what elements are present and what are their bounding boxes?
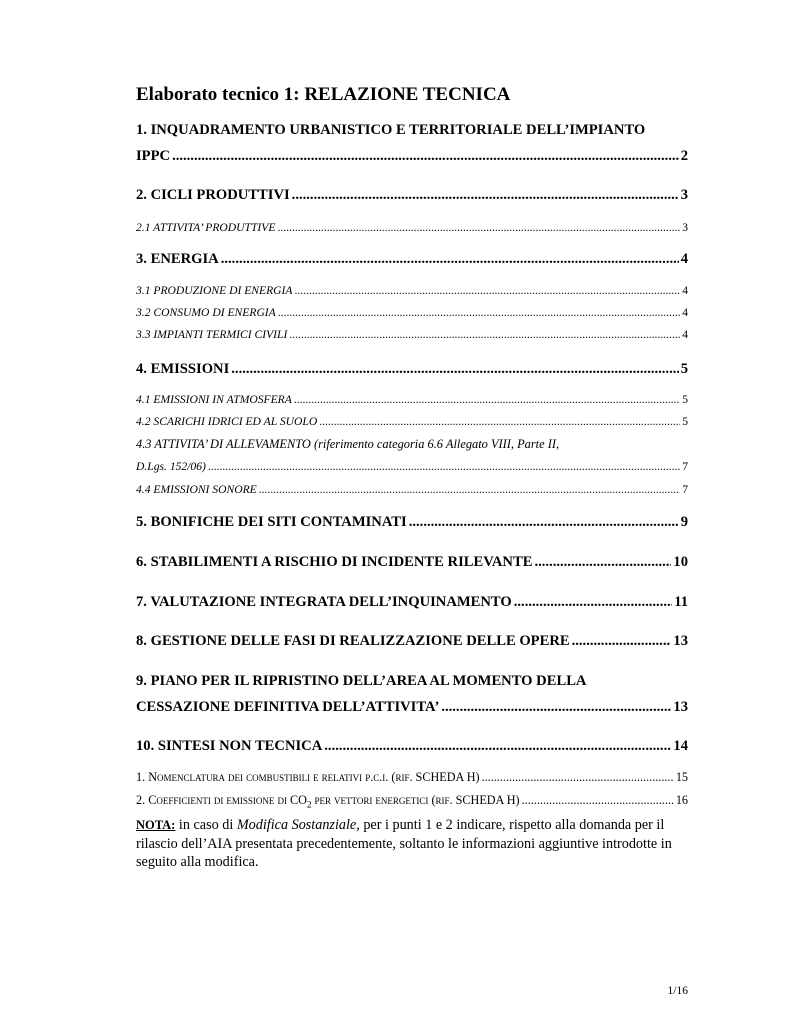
toc-leader: [231, 361, 678, 378]
toc-entry-4-2[interactable]: [136, 415, 688, 428]
toc-page-number: 2: [680, 148, 688, 164]
toc-label: 5. BONIFICHE DEI SITI CONTAMINATI: [136, 514, 407, 530]
toc-leader: [522, 793, 674, 808]
toc-leader: [289, 328, 680, 341]
toc-page-number: 9: [680, 514, 688, 530]
toc-page-number: 4: [680, 251, 688, 267]
toc-label: IPPC: [136, 148, 171, 164]
toc-label: 7. VALUTAZIONE INTEGRATA DELL’INQUINAMENTO: [136, 594, 512, 610]
toc-leader: [534, 554, 671, 571]
toc-entry-2-1[interactable]: [136, 221, 688, 234]
toc-page-number: 4: [682, 306, 688, 319]
appendix-entry-2[interactable]: [136, 793, 688, 809]
toc-leader: [319, 415, 680, 428]
toc-label: CESSAZIONE DEFINITIVA DELL’ATTIVITA’: [136, 699, 440, 715]
page-number-footer: 1/16: [667, 985, 688, 997]
toc-leader: [278, 306, 680, 319]
toc-label: 4.1 EMISSIONI IN ATMOSFERA: [136, 393, 292, 406]
toc-entry-3-1[interactable]: [136, 284, 688, 297]
toc-page-number: 5: [682, 415, 688, 428]
toc-label: 2.1 ATTIVITA’ PRODUTTIVE: [136, 221, 276, 234]
document-title: Elaborato tecnico 1: RELAZIONE TECNICA: [136, 84, 511, 105]
note-text-italic: Modifica Sostanziale: [236, 817, 357, 833]
appendix-label: 1. Nomenclatura dei combustibili e relativi p.c.i. (rif. SCHEDA H): [136, 770, 480, 784]
toc-leader: [277, 221, 680, 234]
appendix-page-number: 16: [675, 793, 688, 807]
appendix-label: [136, 793, 520, 809]
toc-entry-4-1[interactable]: [136, 393, 688, 406]
toc-leader: [259, 483, 680, 496]
toc-leader: [514, 594, 672, 611]
toc-page-number: 13: [673, 633, 688, 649]
toc-page-number: 4: [682, 284, 688, 297]
toc-leader: [292, 187, 679, 204]
toc-leader: [221, 251, 679, 268]
toc-leader: [294, 393, 680, 406]
toc-leader: [482, 770, 674, 785]
toc-label: 3.2 CONSUMO DI ENERGIA: [136, 306, 276, 319]
toc-page-number: 11: [674, 594, 688, 610]
toc-label: 8. GESTIONE DELLE FASI DI REALIZZAZIONE DELLE OPERE: [136, 633, 570, 649]
toc-page-number: 5: [682, 393, 688, 406]
toc-page-number: 10: [673, 554, 688, 570]
appendix-label-subscript: 2: [306, 799, 312, 810]
toc-label: 4.4 EMISSIONI SONORE: [136, 483, 257, 496]
toc-page-number: 7: [682, 460, 688, 473]
toc-entry-7[interactable]: [136, 594, 688, 611]
note-text-a: in caso di: [175, 817, 237, 833]
toc-leader: [572, 633, 672, 650]
toc-entry-4-3[interactable]: [136, 460, 688, 473]
toc-label: 6. STABILIMENTI A RISCHIO DI INCIDENTE RILEVANTE: [136, 554, 533, 570]
toc-entry-4[interactable]: [136, 361, 688, 378]
toc-entry-10[interactable]: [136, 738, 688, 755]
toc-entry-1-line1: 1. INQUADRAMENTO URBANISTICO E TERRITORIALE DELL’IMPIANTO: [136, 122, 646, 138]
toc-leader: [324, 738, 671, 755]
toc-page-number: 14: [673, 738, 688, 754]
toc-label: D.Lgs. 152/06): [136, 460, 206, 473]
toc-entry-5[interactable]: [136, 514, 688, 531]
toc-page-number: 3: [680, 187, 688, 203]
toc-leader: [172, 148, 679, 165]
toc-label: 3.3 IMPIANTI TERMICI CIVILI: [136, 328, 288, 341]
appendix-page-number: 15: [675, 770, 688, 784]
document-page: [136, 0, 688, 1024]
toc-label: 3.1 PRODUZIONE DI ENERGIA: [136, 284, 293, 297]
toc-entry-4-4[interactable]: [136, 483, 688, 496]
toc-label: 3. ENERGIA: [136, 251, 219, 267]
appendix-entry-1[interactable]: [136, 770, 688, 785]
toc-page-number: 13: [673, 699, 688, 715]
toc-label: 4. EMISSIONI: [136, 361, 230, 377]
toc-label: 10. SINTESI NON TECNICA: [136, 738, 323, 754]
appendix-label-part2: per vettori energetici (rif. SCHEDA H): [311, 793, 520, 807]
toc-leader: [409, 514, 679, 531]
toc-entry-4-3-line1: 4.3 ATTIVITA’ DI ALLEVAMENTO (riferimento categoria 6.6 Allegato VIII, Parte II,: [136, 437, 560, 451]
note-label: NOTA:: [136, 818, 176, 832]
toc-page-number: 4: [682, 328, 688, 341]
toc-leader: [208, 460, 680, 473]
toc-entry-9-line1: 9. PIANO PER IL RIPRISTINO DELL’AREA AL MOMENTO DELLA: [136, 673, 587, 689]
appendix-label-part1: 2. Coefficienti di emissione di CO: [136, 793, 307, 807]
toc-entry-8[interactable]: [136, 633, 688, 650]
toc-leader: [441, 699, 671, 716]
toc-leader: [295, 284, 681, 297]
toc-entry-6[interactable]: [136, 554, 688, 571]
toc-entry-3-2[interactable]: [136, 306, 688, 319]
toc-page-number: 3: [682, 221, 688, 234]
toc-entry-3[interactable]: [136, 251, 688, 268]
toc-entry-3-3[interactable]: [136, 328, 688, 341]
toc-label: 4.2 SCARICHI IDRICI ED AL SUOLO: [136, 415, 318, 428]
note-paragraph: [136, 816, 688, 872]
toc-entry-2[interactable]: [136, 187, 688, 204]
toc-entry-1[interactable]: [136, 148, 688, 165]
note-text-b: , per i punti 1 e 2 indicare, rispetto alla domanda per il rilascio dell’AIA presentata precedentemente, soltanto le informazioni aggiuntive introdotte in seguito alla modifica.: [136, 817, 672, 870]
toc-entry-9[interactable]: [136, 699, 688, 716]
toc-label: 2. CICLI PRODUTTIVI: [136, 187, 290, 203]
toc-page-number: 7: [682, 483, 688, 496]
toc-page-number: 5: [680, 361, 688, 377]
